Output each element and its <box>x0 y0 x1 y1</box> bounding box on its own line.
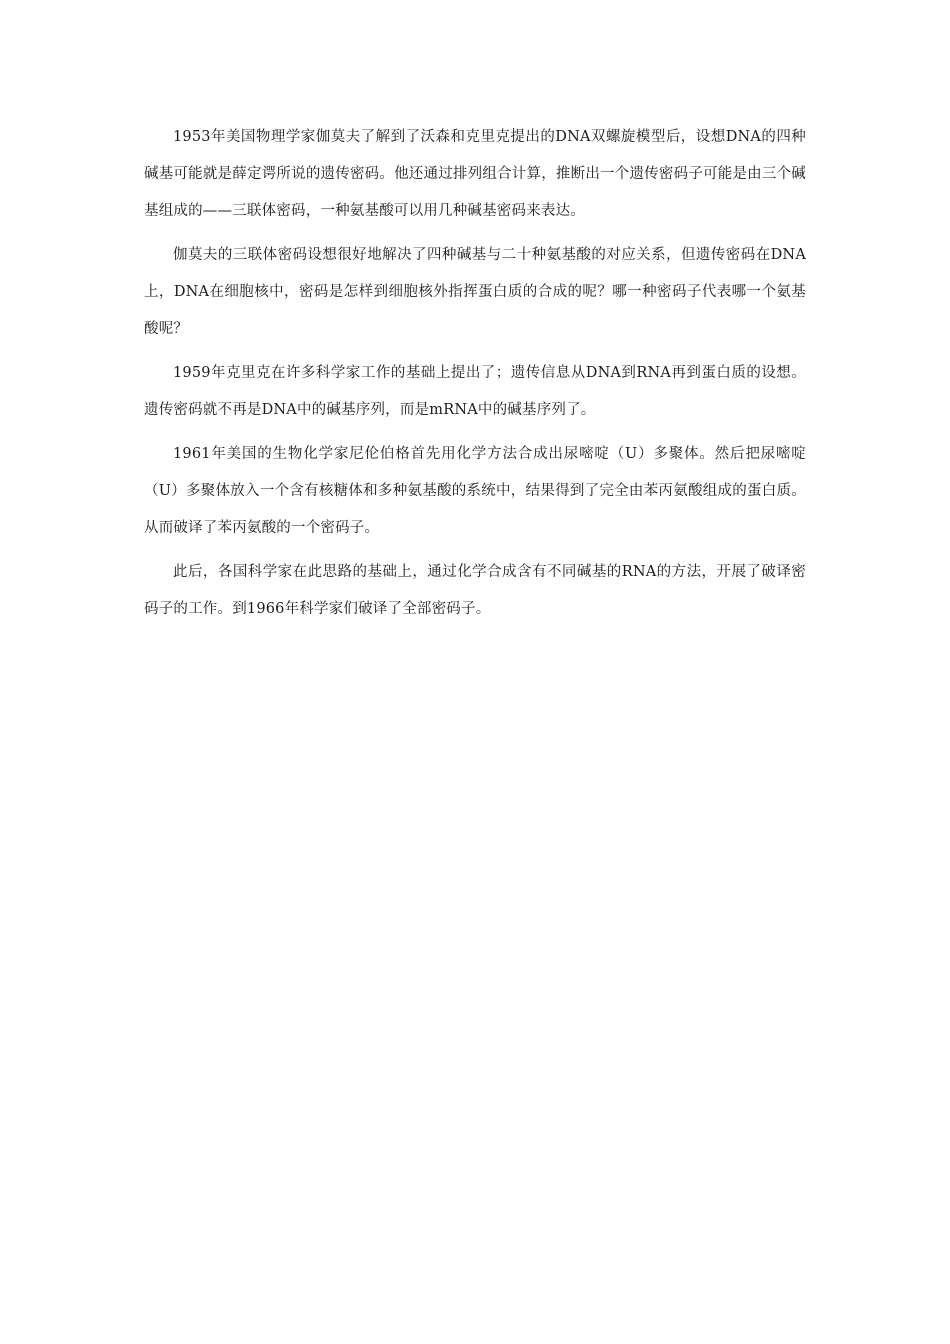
paragraph-nirenberg-experiment: 1961年美国的生物化学家尼伦伯格首先用化学方法合成出尿嘧啶（U）多聚体。然后把尿嘧啶（U）多聚体放入一个含有核糖体和多种氨基酸的系统中，结果得到了完全由苯丙氨酸组成的蛋白质。从而破译了苯丙氨酸的一个密码子。 <box>144 446 806 536</box>
document-body <box>144 119 806 635</box>
paragraph-codons-deciphered: 此后，各国科学家在此思路的基础上，通过化学合成含有不同碱基的RNA的方法，开展了破译密码子的工作。到1966年科学家们破译了全部密码子。 <box>144 564 806 617</box>
paragraph-triplet-question: 伽莫夫的三联体密码设想很好地解决了四种碱基与二十种氨基酸的对应关系，但遗传密码在DNA上，DNA在细胞核中，密码是怎样到细胞核外指挥蛋白质的合成的呢？哪一种密码子代表哪一个氨基酸呢？ <box>144 247 806 337</box>
paragraph-crick-central-dogma: 1959年克里克在许多科学家工作的基础上提出了；遗传信息从DNA到RNA再到蛋白质的设想。遗传密码就不再是DNA中的碱基序列，而是mRNA中的碱基序列了。 <box>144 365 806 418</box>
paragraph-gamow-triplet-hypothesis: 1953年美国物理学家伽莫夫了解到了沃森和克里克提出的DNA双螺旋模型后，设想DNA的四种碱基可能就是薛定谔所说的遗传密码。他还通过排列组合计算，推断出一个遗传密码子可能是由三个碱基组成的——三联体密码，一种氨基酸可以用几种碱基密码来表达。 <box>144 129 806 219</box>
